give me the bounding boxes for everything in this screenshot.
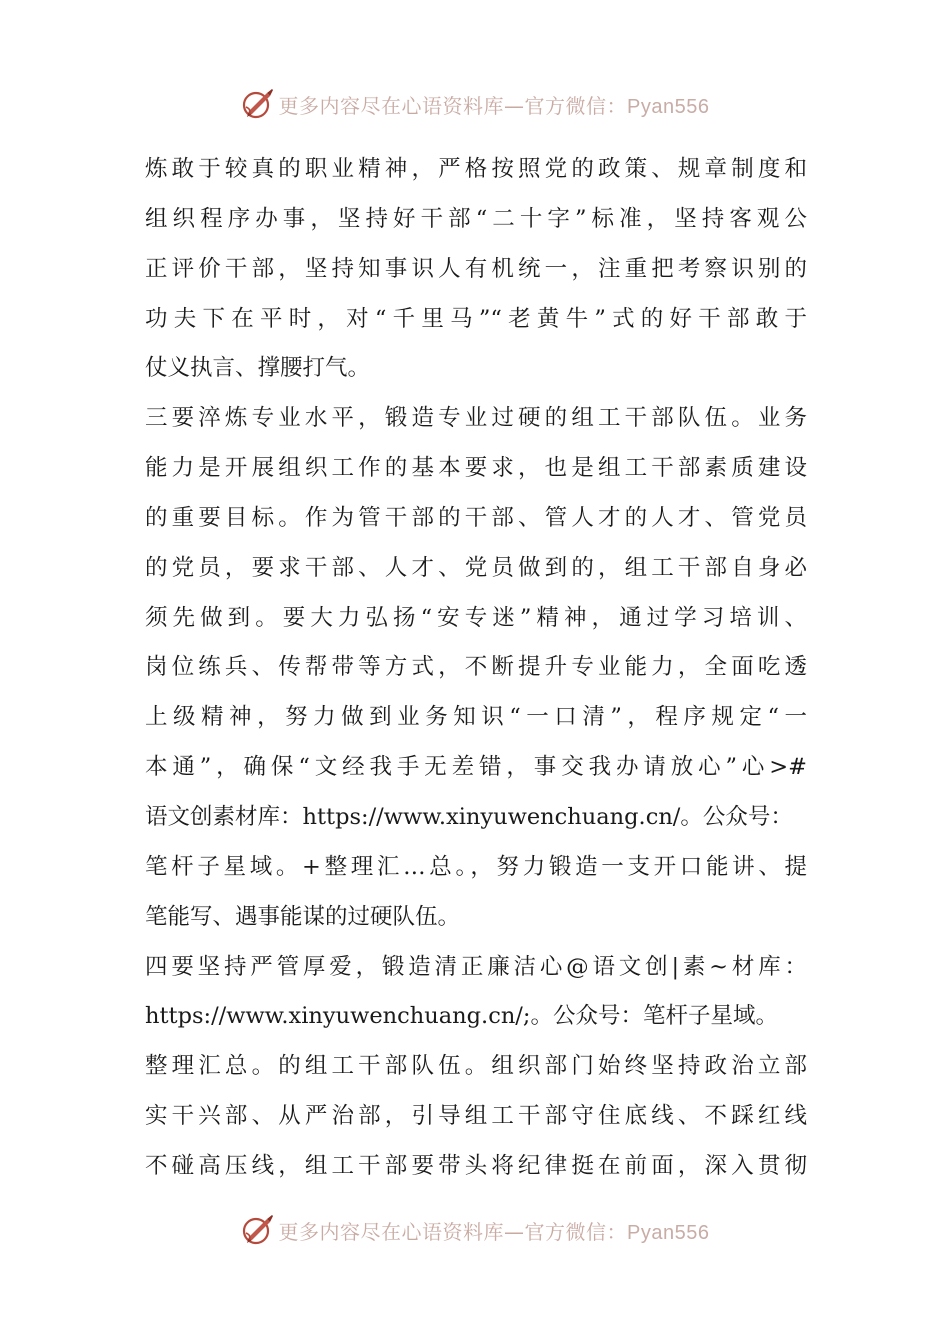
body-line: 岗位练兵、传帮带等方式，不断提升专业能力，全面吃透 [145, 654, 807, 681]
body-line: 上级精神，努力做到业务知识“一口清”，程序规定“一 [145, 704, 807, 731]
body-line: 笔杆子星域。+整理汇…总。，努力锻造一支开口能讲、提 [145, 853, 807, 880]
footer-banner-text [279, 1216, 710, 1245]
body-line: 仗义执言、撑腰打气。 [145, 355, 371, 382]
body-line-url: https://www.xinyuwenchuang.cn/;。公众号：笔杆子星域。 [145, 1003, 778, 1030]
document-body [145, 145, 807, 1192]
body-line: 不碰高压线，组工干部要带头将纪律挺在前面，深入贯彻 [145, 1152, 807, 1179]
body-line: 四要坚持严管厚爱，锻造清正廉洁心@语文创|素~材库： [145, 953, 807, 980]
body-line: 实干兴部、从严治部，引导组工干部守住底线、不踩红线 [145, 1103, 807, 1130]
body-line: 笔能写、遇事能谋的过硬队伍。 [145, 903, 461, 930]
header-banner [0, 84, 950, 124]
footer-banner [0, 1210, 950, 1250]
footer-banner-cn: 更多内容尽在心语资料库—官方微信： [278, 1219, 628, 1244]
body-line: 组织程序办事，坚持好干部“二十字”标准，坚持客观公 [145, 205, 807, 232]
pen-logo-icon [241, 87, 275, 121]
body-line: 三要淬炼专业水平，锻造专业过硬的组工干部队伍。业务 [145, 405, 807, 432]
header-banner-wechat-id: Pyan556 [627, 95, 710, 118]
pen-logo-icon [241, 1213, 275, 1247]
header-banner-text [279, 90, 710, 119]
footer-banner-wechat-id: Pyan556 [627, 1221, 710, 1244]
body-line: 整理汇总。的组工干部队伍。组织部门始终坚持政治立部 [145, 1053, 807, 1080]
body-line: 的党员，要求干部、人才、党员做到的，组工干部自身必 [145, 554, 807, 581]
body-line: 须先做到。要大力弘扬“安专迷”精神，通过学习培训、 [145, 604, 807, 631]
body-line: 能力是开展组织工作的基本要求，也是组工干部素质建设 [145, 455, 807, 482]
header-banner-cn: 更多内容尽在心语资料库—官方微信： [278, 93, 628, 118]
body-line-url: 语文创素材库：https://www.xinyuwenchuang.cn/。公众号： [145, 803, 793, 830]
body-line: 正评价干部，坚持知事识人有机统一，注重把考察识别的 [145, 255, 807, 282]
body-line: 功夫下在平时，对“千里马”“老黄牛”式的好干部敢于 [145, 305, 807, 332]
body-line: 的重要目标。作为管干部的干部、管人才的人才、管党员 [145, 504, 807, 531]
body-line: 本通”，确保“文经我手无差错，事交我办请放心”心># [145, 754, 807, 781]
body-line: 炼敢于较真的职业精神，严格按照党的政策、规章制度和 [145, 156, 807, 182]
